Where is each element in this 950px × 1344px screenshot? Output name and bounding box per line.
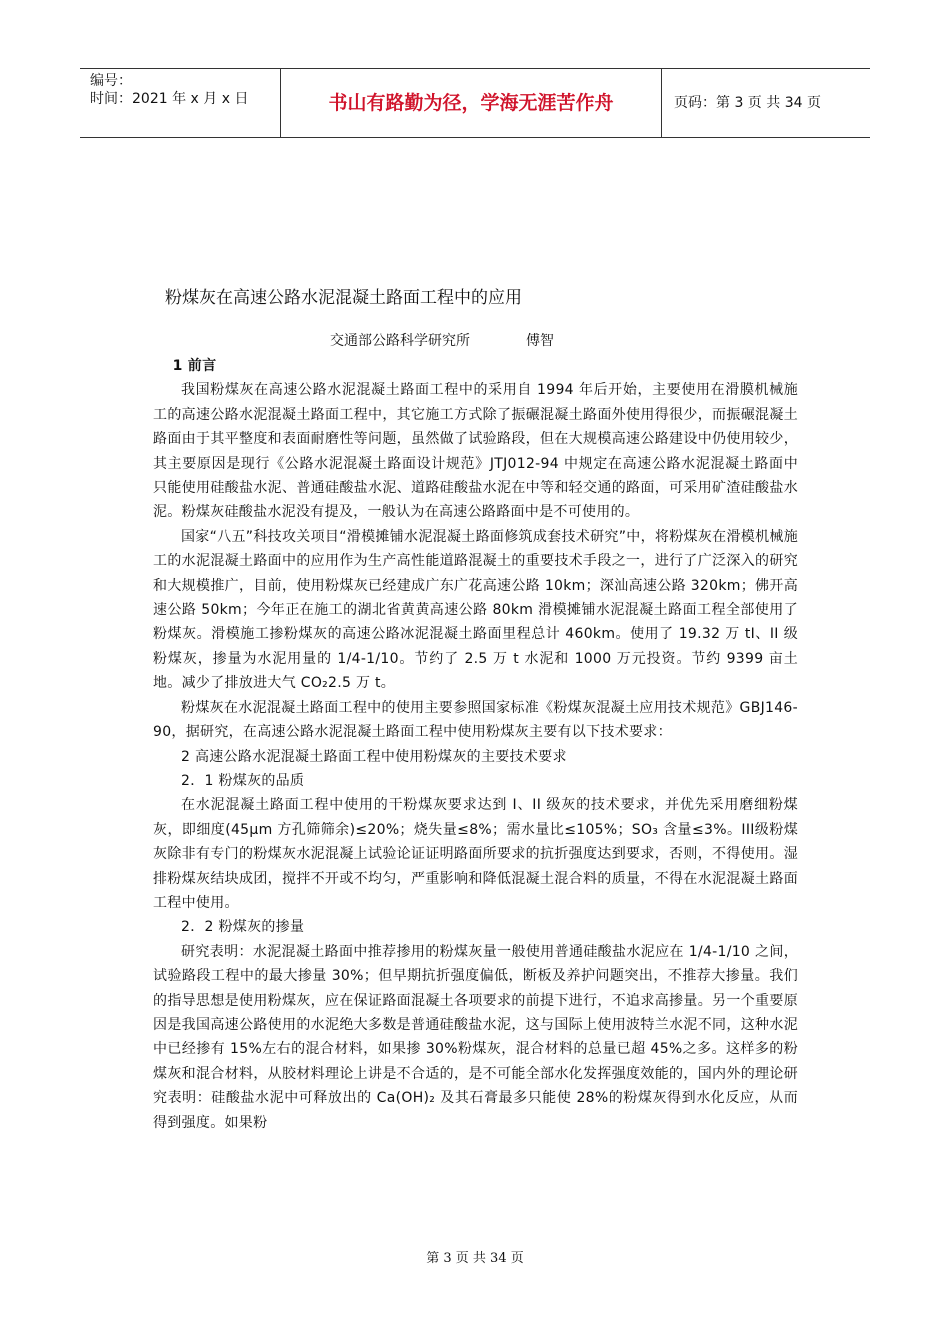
header-meta-cell	[80, 69, 281, 137]
paragraph: 研究表明：水泥混凝土路面中推荐掺用的粉煤灰量一般使用普通硅酸盐水泥应在 1/4-1/10 之间，试验路段工程中的最大掺量 30%；但早期抗折强度偏低，断板及养护问题突出，不推荐大掺量。我们的指导思想是使用粉煤灰，应在保证路面混凝土各项要求的前提下进行，不追求高掺量。另一个重要原因是我国高速公路使用的水泥绝大多数是普通硅酸盐水泥，这与国际上使用波特兰水泥不同，这种水泥中已经掺有 15%左右的混合材料，如果掺 30%粉煤灰，混合材料的总量已超 45%之多。这样多的粉煤灰和混合材料，从胶材料理论上讲是不合适的，是不可能全部水化发挥强度效能的，国内外的理论研究表明：硅酸盐水泥中可释放出的 Ca(OH)₂ 及其石膏最多只能使 28%的粉煤灰得到水化反应，从而得到强度。如果粉	[153, 943, 798, 1131]
code-label: 编号：	[90, 73, 132, 89]
section-heading-1: 1 前言	[172, 358, 217, 374]
page-footer: 第 3 页 共 34 页	[426, 1251, 524, 1266]
subsection-heading-2-1: 2．1 粉煤灰的品质	[181, 772, 305, 789]
header-page-cell	[662, 69, 870, 137]
subsection-heading-2-2: 2．2 粉煤灰的掺量	[181, 919, 305, 936]
document-body	[153, 354, 798, 1135]
paragraph: 在水泥混凝土路面工程中使用的干粉煤灰要求达到 I、II 级灰的技术要求，并优先采用磨细粉煤灰，即细度(45μm 方孔筛筛余)≤20%；烧失量≤8%；需水量比≤105%；SO₃ 含量≤3%。III级粉煤灰除非有专门的粉煤灰水泥混凝上试验论证证明路面所要求的抗折强度达到要求，否则，不得使用。湿排粉煤灰结块成团，搅拌不开或不均匀，严重影响和降低混凝土混合料的质量，不得在水泥混凝土路面工程中使用。	[153, 797, 798, 911]
page-info: 页码：第 3 页 共 34 页	[674, 95, 821, 111]
paragraph: 国家“八五”科技攻关项目“滑模摊铺水泥混凝土路面修筑成套技术研究”中，将粉煤灰在滑模机械施工的水泥混凝土路面中的应用作为生产高性能道路混凝土的重要技术手段之一，进行了广泛深入的研究和大规模推广，目前，使用粉煤灰已经建成广东广花高速公路 10km；深汕高速公路 320km；佛开高速公路 50km；今年正在施工的湖北省黄黄高速公路 80km 滑模摊铺水泥混凝土路面工程全部使用了粉煤灰。滑模施工掺粉煤灰的高速公路冰泥混凝土路面里程总计 460km。使用了 19.32 万 tI、II 级粉煤灰，掺量为水泥用量的 1/4-1/10。节约了 2.5 万 t 水泥和 1000 万元投资。节约 9399 亩土地。减少了排放进大气 CO₂2.5 万 t。	[153, 528, 798, 692]
date-label: 时间：2021 年 x 月 x 日	[90, 91, 249, 107]
paragraph: 粉煤灰在水泥混凝土路面工程中的使用主要参照国家标准《粉煤灰混凝土应用技术规范》GBJ146-90，据研究，在高速公路水泥混凝土路面工程中使用粉煤灰主要有以下技术要求：	[153, 699, 798, 741]
motto-text: 书山有路勤为径，学海无涯苦作舟	[328, 92, 614, 114]
paragraph: 我国粉煤灰在高速公路水泥混凝土路面工程中的采用自 1994 年后开始，主要使用在滑膜机械施工的高速公路水泥混凝土路面工程中，其它施工方式除了振碾混凝土路面外使用得很少，而振碾混凝土路面由于其平整度和表面耐磨性等问题，虽然做了试验路段，但在大规模高速公路建设中仍使用较少，其主要原因是现行《公路水泥混凝土路面设计规范》JTJ012-94 中规定在高速公路水泥混凝土路面中只能使用硅酸盐水泥、普通硅酸盐水泥、道路硅酸盐水泥在中等和轻交通的路面，可采用矿渣硅酸盐水泥。粉煤灰硅酸盐水泥没有提及，一般认为在高速公路路面中是不可使用的。	[153, 382, 798, 521]
header-motto-cell	[281, 69, 662, 137]
page-header	[80, 68, 870, 138]
section-heading-2: 2 高速公路水泥混凝土路面工程中使用粉煤灰的主要技术要求	[181, 748, 567, 765]
document-title: 粉煤灰在高速公路水泥混凝土路面工程中的应用	[165, 288, 522, 308]
author-name: 傅智	[526, 333, 554, 349]
author-line	[330, 330, 554, 350]
author-org: 交通部公路科学研究所	[330, 333, 470, 349]
